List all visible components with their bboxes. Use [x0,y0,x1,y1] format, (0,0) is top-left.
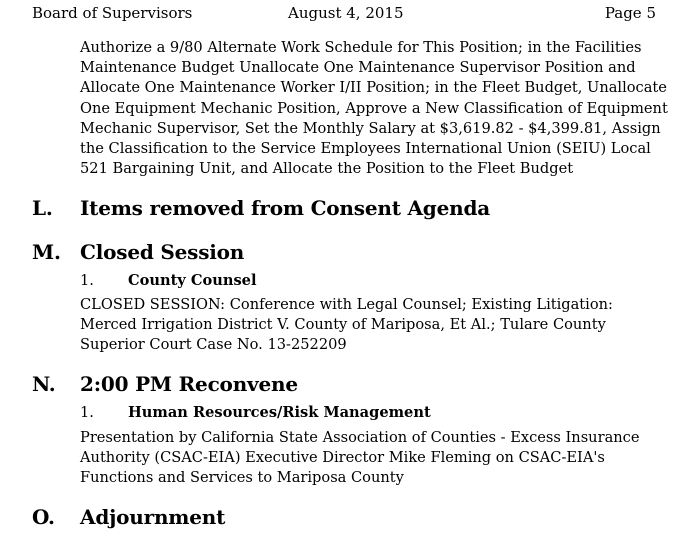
header-page-number: Page 5 [604,4,656,22]
section-title: Adjournment [80,505,226,529]
section-title: Items removed from Consent Agenda [80,196,491,220]
intro-paragraph: Authorize a 9/80 Alternate Work Schedule for This Position; in the Facilities Maintenance Budget Unallocate One Maintenance Supervisor Position and Allocate One Maintenance Worker I/II Position; in the Fleet Budget, Unallocate One Equipment Mechanic Position, Approve a New Classification of Equipment Mechanic Supervisor, Set the Monthly Salary at $3,619.82 - $4,399.81, Assign the Classification to the Service Employees International Union (SEIU) Local 521 Bargaining Unit, and Allocate the Position to the Fleet Budget [80,39,668,178]
item-number: 1. [80,272,94,289]
section-letter: N. [32,372,56,396]
header-date: August 4, 2015 [288,4,404,22]
header-board-name: Board of Supervisors [32,4,193,22]
section-letter: L. [32,196,53,220]
item-title: County Counsel [128,272,257,289]
page-header [32,4,656,24]
section-title: Closed Session [80,240,245,264]
item-title: Human Resources/Risk Management [128,404,431,421]
section-title: 2:00 PM Reconvene [80,372,298,396]
item-number: 1. [80,404,94,421]
section-letter: O. [32,505,55,529]
section-letter: M. [32,240,61,264]
item-description: CLOSED SESSION: Conference with Legal Counsel; Existing Litigation: Merced Irrigation District V. County of Mariposa, Et Al.; Tulare County Superior Court Case No. 13-252209 [80,296,613,354]
item-description: Presentation by California State Association of Counties - Excess Insurance Authority (CSAC-EIA) Executive Director Mike Fleming on CSAC-EIA's Functions and Services to Mariposa County [80,429,640,487]
